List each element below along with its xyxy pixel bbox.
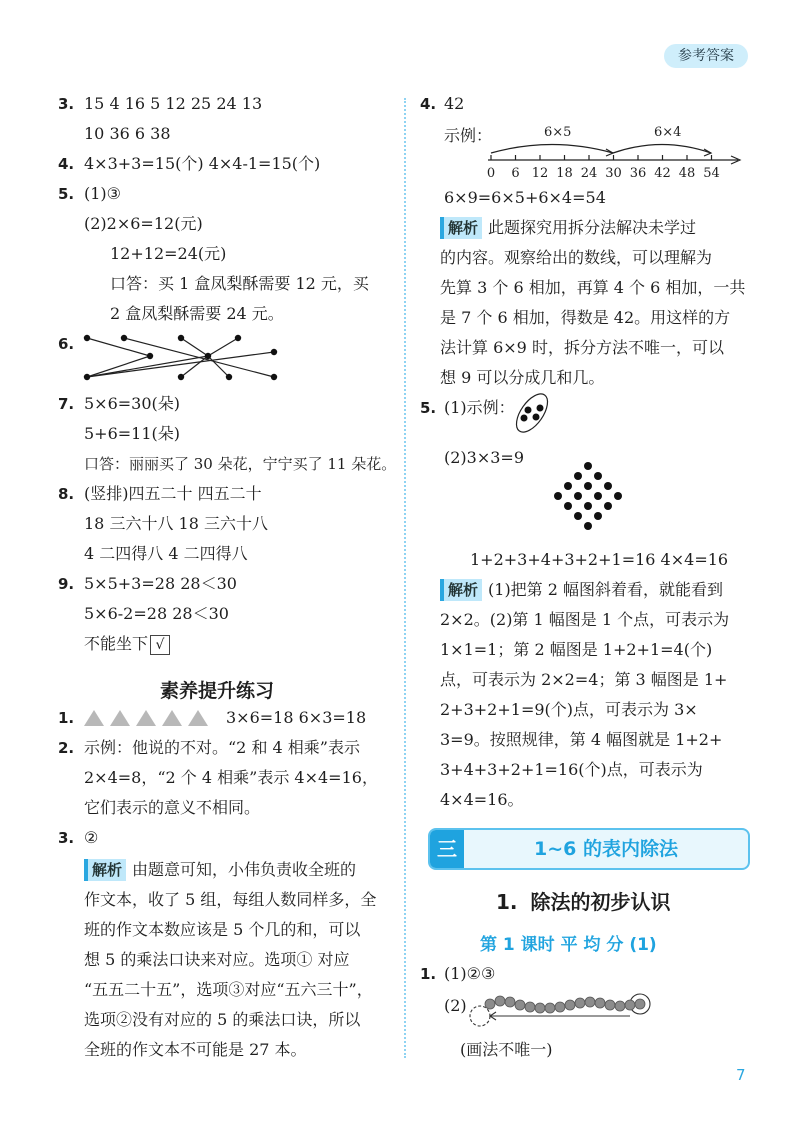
q9-line3: 不能坐下 (84, 634, 149, 653)
q4-num: 4. (58, 155, 75, 173)
chapter-banner (428, 828, 750, 870)
r-q5-line4: (1)把第 2 幅图斜着看，就能看到 (488, 580, 724, 599)
tick-label: 18 (556, 166, 573, 181)
dot (147, 353, 153, 359)
q8-line2: 18 三六十八 18 三六十八 (84, 514, 268, 533)
l1-num: 1. (420, 965, 437, 983)
l1-line1: (1)②③ (444, 964, 496, 983)
r-q5-line9: 3=9。按照规律，第 4 幅图就是 1+2+ (440, 730, 723, 749)
q8-line3: 4 二四得八 4 二四得八 (84, 544, 248, 563)
r-q4-num: 4. (420, 95, 437, 113)
q9-num: 9. (58, 575, 75, 593)
r-q5-line2: (2)3×3=9 (444, 448, 525, 467)
dot (271, 349, 277, 355)
r-q5-line4-wrap (440, 578, 723, 602)
unit-num: 1. (496, 890, 518, 914)
q5-num: 5. (58, 185, 75, 203)
q7-line1: 5×6=30(朵) (84, 394, 181, 413)
triangle-icon (136, 710, 156, 726)
q3-num: 3. (58, 95, 75, 113)
r-q5-num: 5. (420, 399, 437, 417)
q9-line3-wrap (84, 632, 170, 656)
q6-num: 6. (58, 335, 75, 353)
triangle-icon (188, 710, 208, 726)
dot (178, 335, 184, 341)
tick-label: 0 (486, 166, 496, 181)
s3-line3: 作文本，收了 5 组，每组人数同样多，全 (84, 890, 377, 909)
r-q4-example: 示例： (444, 126, 493, 145)
r-q5-line11: 4×4=16。 (440, 790, 524, 809)
r-q5-line3: 1+2+3+4+3+2+1=16 4×4=16 (470, 550, 729, 569)
dot (84, 335, 90, 341)
r-q4-line2: 6×9=6×5+6×4=54 (444, 188, 606, 207)
q3-line2: 10 36 6 38 (84, 124, 171, 143)
s3-line8: 全班的作文本不可能是 27 本。 (84, 1040, 307, 1059)
r-q4-line6: 是 7 个 6 相加，得数是 42。用这样的方 (440, 308, 731, 327)
diamond-dots (545, 460, 631, 542)
q7-line3: 口答：丽丽买了 30 朵花，宁宁买了 11 朵花。 (84, 455, 397, 473)
r-q4-line3: 此题探究用拆分法解决未学过 (488, 218, 697, 237)
s2-num: 2. (58, 739, 75, 757)
dot (226, 374, 232, 380)
triangle-icon (110, 710, 130, 726)
dot (271, 374, 277, 380)
s2-line2: 2×4=8，“2 个 4 相乘”表示 4×4=16， (84, 768, 378, 787)
triangle-icon (84, 710, 104, 726)
q5-line1: (1)③ (84, 184, 122, 203)
lesson-title: 第 1 课时 平 均 分 (1) (480, 935, 657, 955)
r-q5-line1: (1)示例： (444, 398, 515, 417)
dot (205, 353, 211, 359)
q3-line1: 15 4 16 5 12 25 24 13 (84, 94, 263, 113)
q8-num: 8. (58, 485, 75, 503)
s3-line5: 想 5 的乘法口诀来对应。选项① 对应 (84, 950, 350, 969)
jiexi-label: 解析 (440, 579, 482, 601)
q9-line2: 5×6-2=28 28＜30 (84, 604, 229, 623)
arc-arrowhead (704, 149, 711, 156)
arc-6x5 (491, 145, 613, 154)
r-q5-line5: 2×2。(2)第 1 幅图是 1 个点，可表示为 (440, 610, 730, 629)
l1-line3: (画法不唯一) (460, 1040, 553, 1059)
s3-line2-wrap (84, 858, 356, 882)
q4-line1: 4×3+3=15(个) 4×4-1=15(个) (84, 154, 321, 173)
s2-line3: 它们表示的意义不相同。 (84, 798, 261, 817)
arc1-label: 6×5 (544, 125, 572, 140)
tick-label: 42 (654, 166, 671, 181)
r-q4-line8: 想 9 可以分成几和几。 (440, 368, 605, 387)
dot (84, 374, 90, 380)
r-q5-line7: 点，可表示为 2×2=4；第 3 幅图是 1+ (440, 670, 728, 689)
r-q5-line8: 2+3+2+1=9(个)点，可表示为 3× (440, 700, 698, 719)
q9-line1: 5×5+3=28 28＜30 (84, 574, 237, 593)
q8-line1: (竖排)四五二十 四五二十 (84, 484, 262, 503)
s1-text: 3×6=18 6×3=18 (226, 708, 367, 727)
bead-string (466, 990, 656, 1030)
l1-line2: (2) (444, 996, 467, 1015)
q5-line5: 2 盒凤梨酥需要 24 元。 (110, 304, 284, 323)
chapter-number: 三 (430, 830, 464, 868)
r-q5-line6: 1×1=1；第 2 幅图是 1+2+1=4(个) (440, 640, 713, 659)
r-q5-line10: 3+4+3+2+1=16(个)点，可表示为 (440, 760, 703, 779)
dot (235, 335, 241, 341)
column-divider (404, 98, 406, 1058)
dashed-bead (470, 1006, 490, 1026)
arc2-label: 6×4 (654, 125, 682, 140)
s3-line6: “五五二十五”，选项③对应“五六三十”， (84, 980, 373, 999)
s2-line1: 示例：他说的不对。“2 和 4 相乘”表示 (84, 738, 360, 757)
tick-label: 12 (531, 166, 549, 181)
s3-line7: 选项②没有对应的 5 的乘法口诀，所以 (84, 1010, 361, 1029)
q7-line2: 5+6=11(朵) (84, 424, 181, 443)
s3-line2: 由题意可知，小伟负责收全班的 (132, 860, 357, 879)
q5-line2: (2)2×6=12(元) (84, 214, 203, 233)
q7-num: 7. (58, 395, 75, 413)
r-q4-line1: 42 (444, 94, 465, 113)
section-title: 素养提升练习 (160, 680, 275, 702)
q5-line3: 12+12=24(元) (110, 244, 227, 263)
triangle-icon (162, 710, 182, 726)
tick-label: 36 (629, 166, 647, 181)
triangles (84, 709, 212, 727)
jiexi-label: 解析 (84, 859, 126, 881)
s3-line4: 班的作文本数应该是 5 个几的和，可以 (84, 920, 361, 939)
jiexi-label: 解析 (440, 217, 482, 239)
tick-label: 48 (678, 166, 696, 181)
matching-diagram (80, 330, 290, 382)
tick-label: 6 (511, 166, 520, 181)
q5-line4: 口答：买 1 盒凤梨酥需要 12 元，买 (110, 274, 369, 293)
arc-6x4 (613, 145, 711, 154)
s3-num: 3. (58, 829, 75, 847)
s3-line1: ② (84, 828, 99, 847)
dot (178, 374, 184, 380)
chapter-title: 1~6 的表内除法 (534, 838, 678, 860)
check-box: √ (150, 635, 170, 655)
dot (121, 335, 127, 341)
r-q4-line5: 先算 3 个 6 相加，再算 4 个 6 相加，一共 (440, 278, 746, 297)
tick-label: 30 (605, 166, 622, 181)
dot-pair-example (510, 388, 554, 438)
unit-title: 除法的初步认识 (530, 890, 671, 914)
unit-heading (496, 886, 670, 915)
r-q4-line4: 的内容。观察给出的数线，可以理解为 (440, 248, 713, 267)
tick-label: 54 (703, 166, 720, 181)
page-number: 7 (736, 1066, 746, 1084)
tick-label: 24 (580, 166, 598, 181)
s1-num: 1. (58, 709, 75, 727)
answer-tag: 参考答案 (664, 44, 748, 68)
tick-group (487, 155, 720, 181)
r-q4-line3-wrap (440, 216, 696, 240)
number-line (486, 122, 750, 182)
r-q4-line7: 法计算 6×9 时，拆分方法不唯一，可以 (440, 338, 724, 357)
